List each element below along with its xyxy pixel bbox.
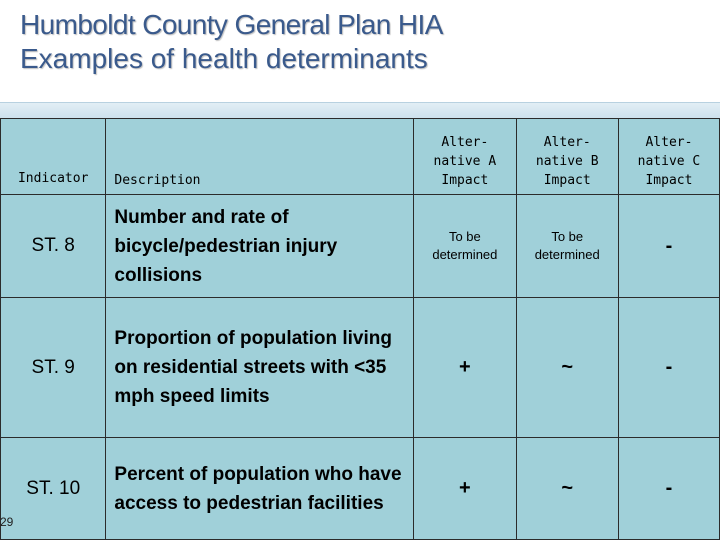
description-cell: Number and rate of bicycle/pedestrian injury collisions	[106, 195, 414, 298]
title-line-2: Examples of health determinants	[20, 43, 428, 74]
header-alt-b-line3: Impact	[543, 173, 591, 188]
header-alt-a	[414, 119, 516, 195]
impact-b-line1: To be	[551, 229, 584, 244]
impact-b-line2: determined	[534, 247, 600, 262]
impact-c-cell: -	[618, 438, 719, 540]
impact-a-cell	[414, 195, 516, 298]
title-line-1: Humboldt County General Plan HIA	[20, 9, 443, 40]
header-alt-b	[516, 119, 618, 195]
impact-a-cell: +	[414, 438, 516, 540]
table-row	[1, 298, 720, 438]
health-determinants-table	[0, 118, 720, 540]
header-alt-a-line2: native A	[433, 154, 497, 169]
impact-b-cell	[516, 195, 618, 298]
description-cell: Proportion of population living on residential streets with <35 mph speed limits	[106, 298, 414, 438]
header-alt-c-line2: native C	[637, 154, 701, 169]
table-header-row	[1, 119, 720, 195]
indicator-cell: ST. 9	[1, 298, 106, 438]
header-alt-b-line2: native B	[535, 154, 599, 169]
impact-c-cell: -	[618, 298, 719, 438]
header-alt-a-line3: Impact	[441, 173, 489, 188]
impact-c-cell: -	[618, 195, 719, 298]
header-alt-c-line3: Impact	[645, 173, 693, 188]
header-description: Description	[106, 119, 414, 195]
header-alt-c-line1: Alter-	[645, 135, 693, 150]
description-cell: Percent of population who have access to pedestrian facilities	[106, 438, 414, 540]
indicator-cell: ST. 10	[1, 438, 106, 540]
impact-a-cell: +	[414, 298, 516, 438]
header-alt-c	[618, 119, 719, 195]
impact-a-line1: To be	[448, 229, 481, 244]
header-alt-b-line1: Alter-	[543, 135, 591, 150]
header-indicator: Indicator	[1, 119, 106, 195]
slide-title	[20, 8, 443, 76]
impact-b-cell: ~	[516, 438, 618, 540]
table-row	[1, 438, 720, 540]
impact-a-line2: determined	[432, 247, 498, 262]
slide-number: 29	[0, 515, 14, 529]
impact-b-cell: ~	[516, 298, 618, 438]
header-alt-a-line1: Alter-	[441, 135, 489, 150]
indicator-cell: ST. 8	[1, 195, 106, 298]
table-row	[1, 195, 720, 298]
